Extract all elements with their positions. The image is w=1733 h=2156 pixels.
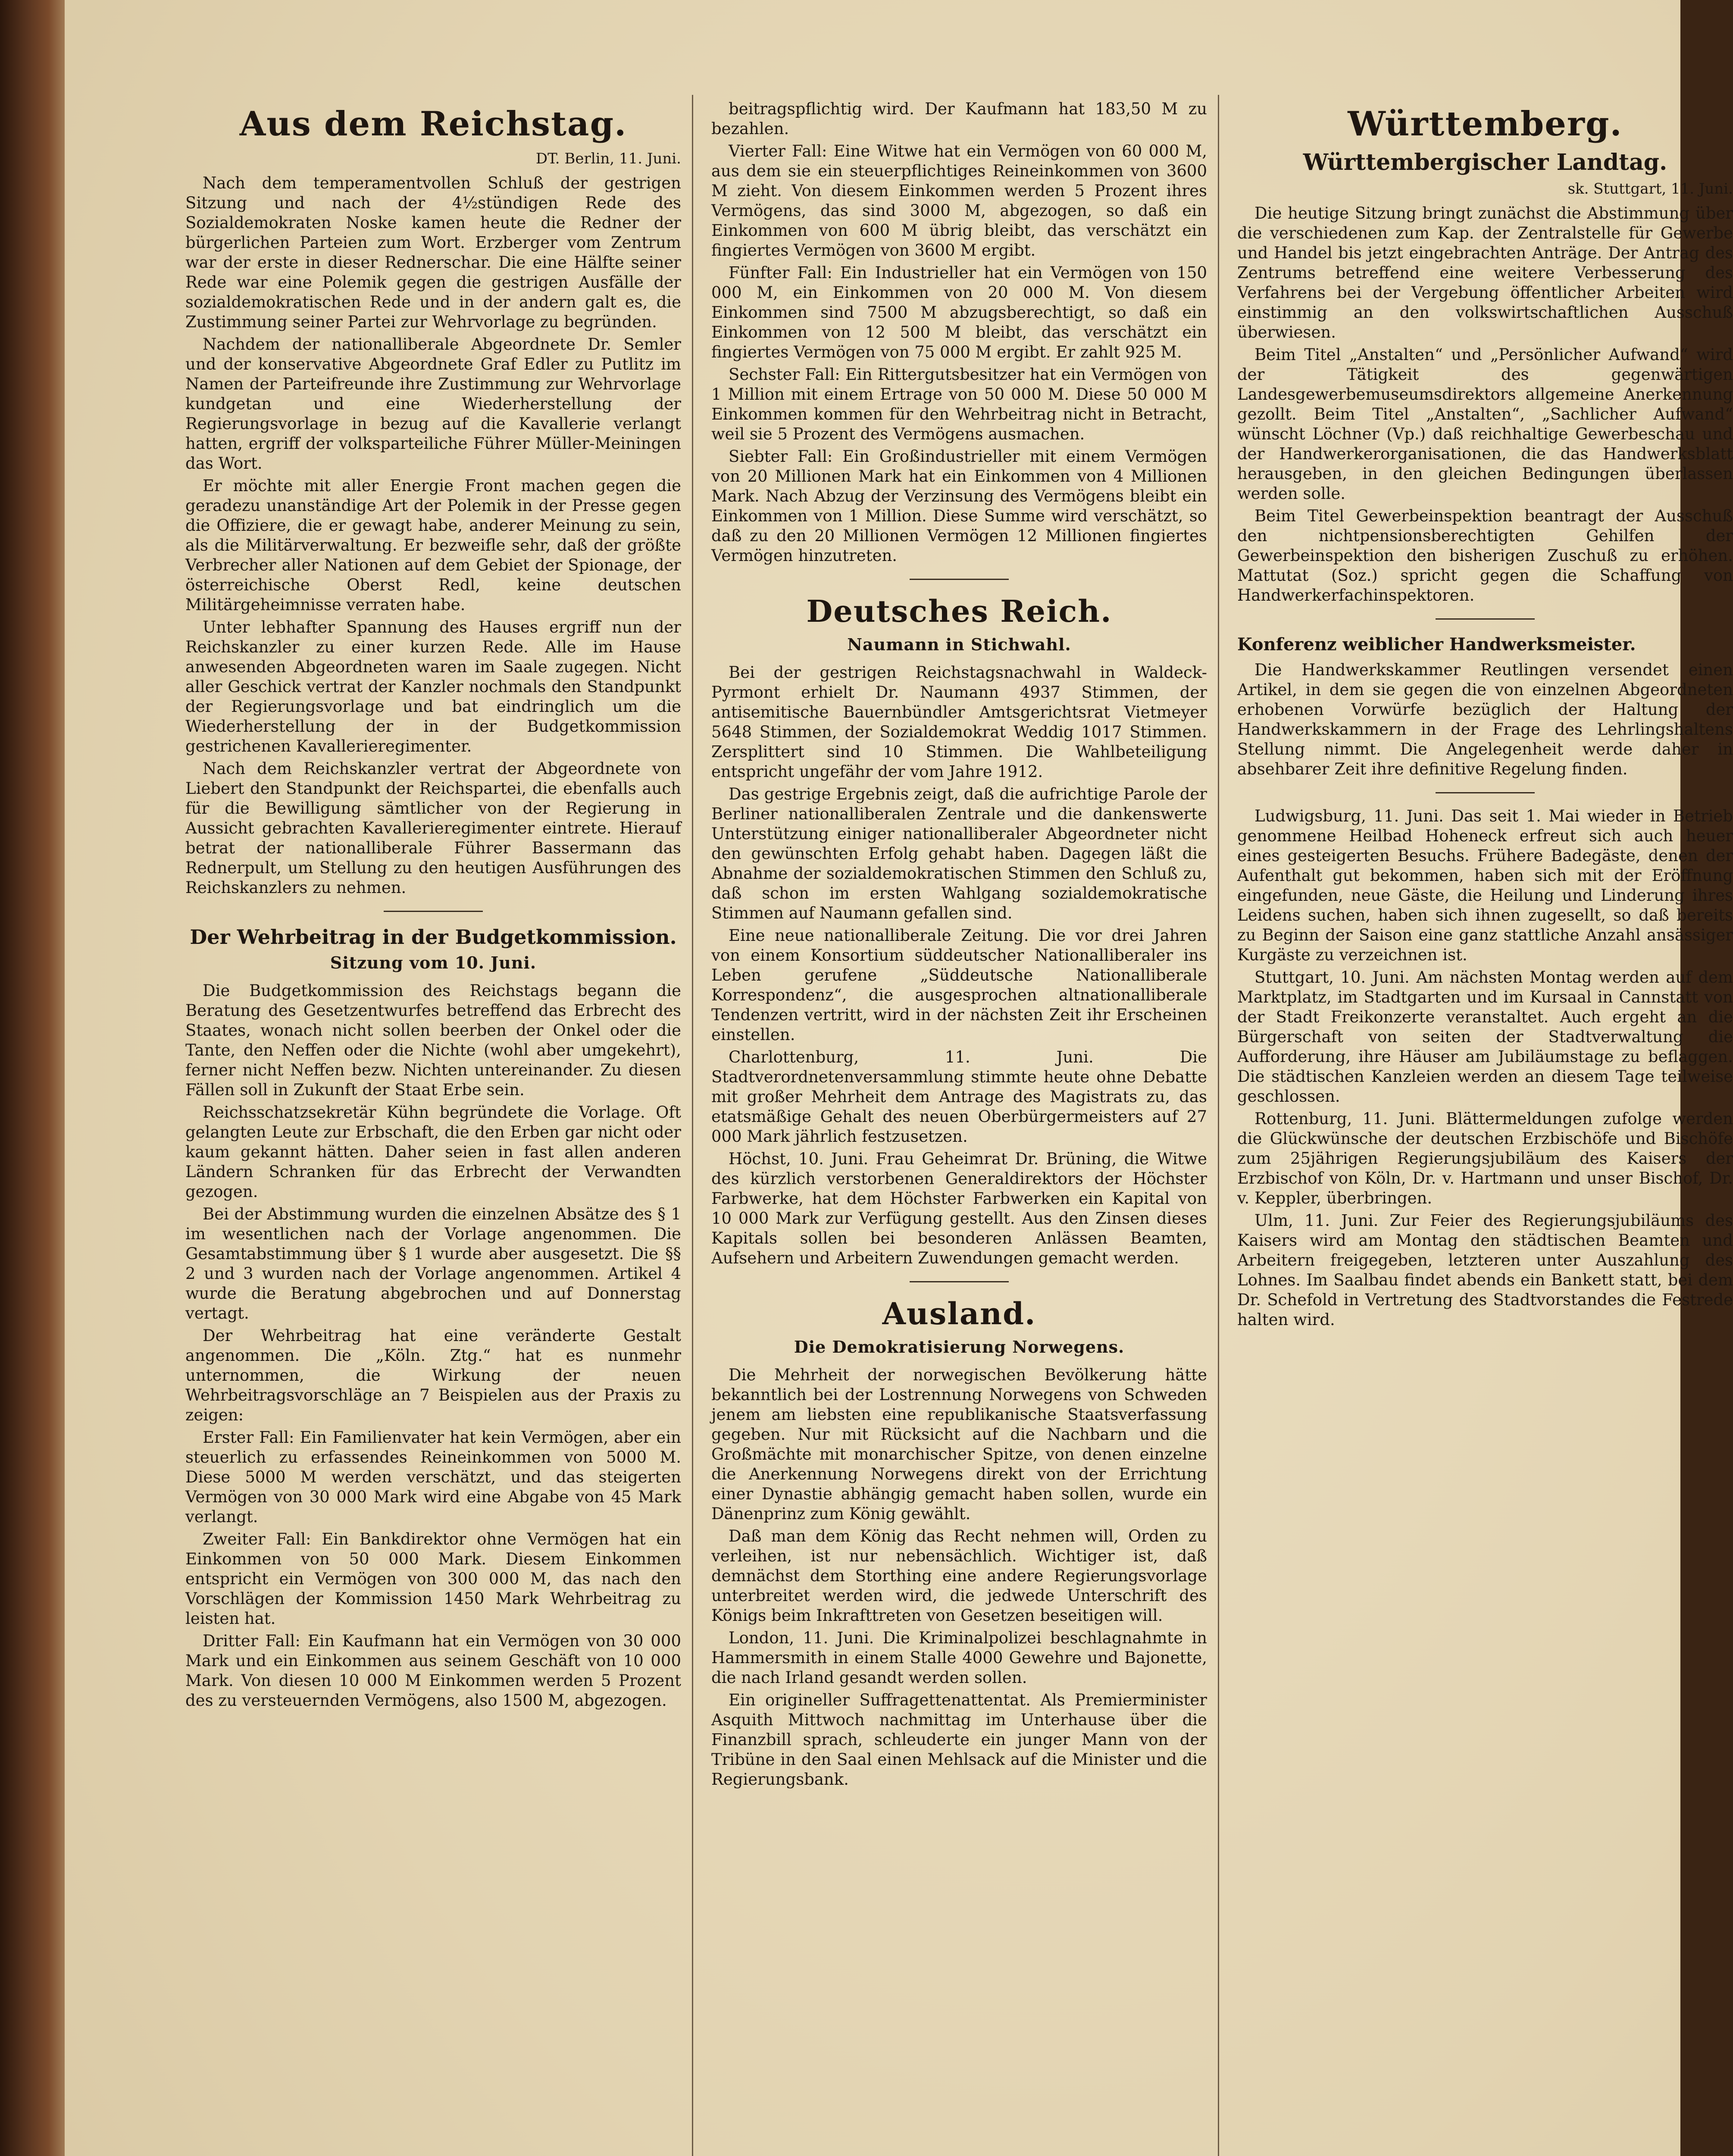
article-paragraph: Beim Titel Gewerbeinspektion beantragt der Ausschuß den nichtpensionsberechtigten Gehilfen der Gewerbeinspektion den bisherigen Zuschuß zu erhöhen. Mattutat (Soz.) spricht gegen die Schaffung von Handwerkerfachinspektoren. <box>1237 507 1733 605</box>
article-paragraph: Bei der Abstimmung wurden die einzelnen Absätze des § 1 im wesentlichen nach der Vorlage angenommen. Die Gesamtabstimmung über § 1 wurde aber ausgesetzt. Die §§ 2 und 3 wurden nach der Vorlage angenommen. Artikel 4 wurde die Beratung abgebrochen und auf Donnerstag vertagt. <box>185 1205 681 1322</box>
article-paragraph: beitragspflichtig wird. Der Kaufmann hat 183,50 M zu bezahlen. <box>711 100 1207 138</box>
subheadline-sitzung: Sitzung vom 10. Juni. <box>330 953 537 972</box>
section-divider <box>1436 792 1535 793</box>
article-paragraph: Bei der gestrigen Reichstagsnachwahl in Waldeck-Pyrmont erhielt Dr. Naumann 4937 Stimmen, der antisemitische Bauernbündler Amtsgerichtsrat Vietmeyer 5648 Stimmen, der Sozialdemokrat Weddig 1017 Stimmen. Zersplittert sind 10 Stimmen. Die Wahlbeteiligung entspricht ungefähr der vom Jahre 1912. <box>711 663 1207 781</box>
newspaper-page <box>65 0 1733 2156</box>
article-paragraph: Vierter Fall: Eine Witwe hat ein Vermögen von 60 000 M, aus dem sie ein steuerpflichtiges Reineinkommen von 3600 M zieht. Von diesem Einkommen werden 5 Prozent ihres Vermögens, das sind 3000 M, abgezogen, so daß ein Einkommen von 600 M übrig bleibt, das verschätzt ein fingiertes Vermögen von 3600 M ergibt. <box>711 142 1207 260</box>
article-paragraph: Das gestrige Ergebnis zeigt, daß die aufrichtige Parole der Berliner nationalliberalen Zentrale und die dankenswerte Unterstützung einiger nationalliberaler Abgeordneter nicht den gewünschten Erfolg gehabt haben. Dagegen läßt die Abnahme der sozialdemokratischen Stimmen den Schluß zu, daß schon im ersten Wahlgang sozialdemokratische Stimmen auf Naumann gefallen sind. <box>711 785 1207 922</box>
article-paragraph: Siebter Fall: Ein Großindustrieller mit einem Vermögen von 20 Millionen Mark hat ein Einkommen von 4 Millionen Mark. Nach Abzug der Verzinsung des Vermögens bleibt ein Einkommen von 1 Million. Diese Summe wird verschätzt, so daß zu den 20 Millionen Vermögen 12 Millionen fingiertes Vermögen hinzutreten. <box>711 447 1207 565</box>
article-paragraph: Sechster Fall: Ein Rittergutsbesitzer hat ein Vermögen von 1 Million mit einem Ertrage von 50 000 M. Diese 50 000 M Einkommen kommen für den Wehrbeitrag nicht in Betracht, weil sie 5 Prozent des Vermögens ausmachen. <box>711 365 1207 443</box>
book-binding <box>0 0 65 2156</box>
article-paragraph: Die heutige Sitzung bringt zunächst die Abstimmung über die verschiedenen zum Kap. der Zentralstelle für Gewerbe und Handel bis jetzt eingebrachten Anträge. Der Antrag des Zentrums betreffend eine weitere Verbesserung des Verfahrens bei der Vergebung öffentlicher Arbeiten wird einstimmig an den volkswirtschaftlichen Ausschuß überwiesen. <box>1237 204 1733 342</box>
column-1 <box>185 99 681 2156</box>
article-paragraph: Fünfter Fall: Ein Industrieller hat ein Vermögen von 150 000 M, ein Einkommen von 20 000 M. Von diesem Einkommen sind 7500 M abzugsberechtigt, so daß ein Einkommen von 12 500 M bleibt, das verschätzt ein fingiertes Vermögen von 75 000 M ergibt. Er zahlt 925 M. <box>711 263 1207 361</box>
headline-wuerttemberg: Württemberg. <box>1348 104 1623 144</box>
article-paragraph: Erster Fall: Ein Familienvater hat kein Vermögen, aber ein steuerlich zu erfassendes Reineinkommen von 5000 M. Diese 5000 M werden verschätzt, und das steigerten Vermögen von 30 000 Mark wird eine Abgabe von 45 Mark verlangt. <box>185 1428 681 1526</box>
article-paragraph: Er möchte mit aller Energie Front machen gegen die geradezu unanständige Art der Polemik in der Presse gegen die Offiziere, die er gewagt habe, anderer Meinung zu sein, als die Militärverwaltung. Er bezweifle sehr, daß der größte Verbrecher aller Nationen auf dem Gebiet der Spionage, der österreichische Oberst Redl, keine deutschen Militärgeheimnisse verraten habe. <box>185 476 681 614</box>
section-divider <box>384 911 483 912</box>
article-paragraph: Ein origineller Suffragettenattentat. Als Premierminister Asquith Mittwoch nachmittag im Unterhause über die Finanzbill sprach, schleuderte ein junger Mann von der Tribüne in den Saal einen Mehlsack auf die Minister und die Regierungsbank. <box>711 1691 1207 1789</box>
column-3 <box>1237 99 1733 2156</box>
article-paragraph: Beim Titel „Anstalten“ und „Persönlicher Aufwand“ wird der Tätigkeit des gegenwärtigen Landesgewerbemuseumsdirektors allgemeine Anerkennung gezollt. Beim Titel „Anstalten“, „Sachlicher Aufwand“ wünscht Löchner (Vp.) daß reichhaltige Gewerbeschau und der Handwerkerorganisationen, die das Handwerksblatt herausgeben, in den gleichen Bedingungen überlassen werden solle. <box>1237 345 1733 503</box>
article-paragraph: Stuttgart, 10. Juni. Am nächsten Montag werden auf dem Marktplatz, im Stadtgarten und im Kursaal in Cannstatt von der Stadt Freikonzerte veranstaltet. Auch ergeht an die Bürgerschaft von seiten der Stadtverwaltung die Aufforderung, ihre Häuser am Jubiläumstage zu beflaggen. Die städtischen Kanzleien werden an diesem Tage teilweise geschlossen. <box>1237 968 1733 1106</box>
dateline-stuttgart: sk. Stuttgart, 11. Juni. <box>1567 180 1733 197</box>
article-paragraph: Die Handwerkskammer Reutlingen versendet einen Artikel, in dem sie gegen die von einzelnen Abgeordneten erhobenen Vorwürfe bezüglich der Haltung der Handwerkskammern in der Frage des Lehrlingshaltens Stellung nimmt. Die Angelegenheit werde daher in absehbarer Zeit ihre definitive Regelung finden. <box>1237 661 1733 778</box>
section-divider <box>910 1281 1009 1282</box>
headline-konferenz: Konferenz weiblicher Handwerksmeister. <box>1237 634 1636 655</box>
column-divider-1 <box>692 95 693 2156</box>
article-paragraph: Nach dem temperamentvollen Schluß der gestrigen Sitzung und nach der 4½stündigen Rede des Sozialdemokraten Noske kamen heute die Redner der bürgerlichen Parteien zum Wort. Erzberger vom Zentrum war der erste in dieser Rednerschar. Die eine Hälfte seiner Rede war eine Polemik gegen die gestrigen Ausfälle der sozialdemokratischen Rede und in der andern galt es, die Zustimmung seiner Partei zur Wehrvorlage zu begründen. <box>185 174 681 331</box>
headline-deutsches-reich: Deutsches Reich. <box>806 593 1112 629</box>
headline-landtag: Württembergischer Landtag. <box>1303 149 1667 175</box>
section-divider <box>910 579 1009 580</box>
article-paragraph: Unter lebhafter Spannung des Hauses ergriff nun der Reichskanzler zu einer kurzen Rede. Alle im Hause anwesenden Abgeordneten waren im Saale zugegen. Nicht aller Geschick vertrat der Kanzler nochmals den Standpunkt der Regierungsvorlage und bat eindringlich um die Wiederherstellung der in der Budgetkommission gestrichenen Kavallerieregimenter. <box>185 618 681 755</box>
article-paragraph: Rottenburg, 11. Juni. Blättermeldungen zufolge werden die Glückwünsche der deutschen Erzbischöfe und Bischöfe zum 25jährigen Regierungsjubiläum des Kaisers der Erzbischof von Köln, Dr. v. Hartmann und unser Bischof, Dr. v. Keppler, überbringen. <box>1237 1109 1733 1207</box>
section-divider <box>1436 618 1535 620</box>
dateline-berlin: DT. Berlin, 11. Juni. <box>535 150 681 167</box>
article-paragraph: Nach dem Reichskanzler vertrat der Abgeordnete von Liebert den Standpunkt der Reichspartei, die ebenfalls auch für die Bewilligung sämtlicher von der Regierung in Aussicht gebrachten Kavallerieregimenter eintrete. Hierauf betrat der nationalliberale Führer Bassermann das Rednerpult, um Stellung zu den heutigen Ausführungen des Reichskanzlers zu nehmen. <box>185 759 681 897</box>
article-paragraph: Die Budgetkommission des Reichstags begann die Beratung des Gesetzentwurfes betreffend das Erbrecht des Staates, wonach nicht sollen beerben der Onkel oder die Tante, den Neffen oder die Nichte (wohl aber umgekehrt), ferner nicht Neffen bezw. Nichten untereinander. Zu diesen Fällen soll in Zukunft der Staat Erbe sein. <box>185 981 681 1099</box>
article-paragraph: Eine neue nationalliberale Zeitung. Die vor drei Jahren von einem Konsortium süddeutscher Nationalliberaler ins Leben gerufene „Süddeutsche Nationalliberale Korrespondenz“, die ausgesprochen altnationalliberale Tendenzen vertritt, wird in der nächsten Zeit ihr Erscheinen einstellen. <box>711 926 1207 1044</box>
article-paragraph: Reichsschatzsekretär Kühn begründete die Vorlage. Oft gelangten Leute zur Erbschaft, die den Erben gar nicht oder kaum gekannt hätten. Daher seien in fast allen anderen Ländern Schranken für das Erbrecht der Verwandten gezogen. <box>185 1103 681 1201</box>
article-paragraph: Charlottenburg, 11. Juni. Die Stadtverordnetenversammlung stimmte heute ohne Debatte mit großer Mehrheit dem Antrage des Magistrats zu, das etatsmäßige Gehalt des neuen Oberbürgermeisters auf 27 000 Mark jährlich festzusetzen. <box>711 1048 1207 1146</box>
article-paragraph: Dritter Fall: Ein Kaufmann hat ein Vermögen von 30 000 Mark und ein Einkommen aus seinem Geschäft von 10 000 Mark. Von diesen 10 000 M Einkommen werden 5 Prozent des zu versteuernden Vermögens, also 1500 M, abgezogen. <box>185 1632 681 1710</box>
headline-wehrbeitrag: Der Wehrbeitrag in der Budgetkommission. <box>190 925 677 949</box>
article-paragraph: Zweiter Fall: Ein Bankdirektor ohne Vermögen hat ein Einkommen von 50 000 Mark. Diesem Einkommen entspricht ein Vermögen von 300 000 M, das nach den Vorschlägen der Kommission 1450 Mark Wehrbeitrag zu leisten hat. <box>185 1530 681 1628</box>
headline-ausland: Ausland. <box>882 1296 1036 1332</box>
column-2 <box>711 99 1207 2156</box>
article-paragraph: Daß man dem König das Recht nehmen will, Orden zu verleihen, ist nur nebensächlich. Wichtiger ist, daß demnächst dem Storthing eine andere Regierungsvorlage unterbreitet werden wird, die jedwede Unterschrift des Königs beim Inkrafttreten von Gesetzen beseitigen will. <box>711 1527 1207 1625</box>
column-divider-2 <box>1218 95 1219 2156</box>
headline-reichstag: Aus dem Reichstag. <box>239 104 627 144</box>
article-paragraph: Die Mehrheit der norwegischen Bevölkerung hätte bekanntlich bei der Lostrennung Norwegens von Schweden jenem am liebsten eine republikanische Staatsverfassung gegeben. Nur mit Rücksicht auf die Nachbarn und die Großmächte mit monarchischer Spitze, von denen einzelne die Anerkennung Norwegens direkt von der Errichtung einer Dynastie abhängig gemacht haben sollen, wurde ein Dänenprinz zum König gewählt. <box>711 1366 1207 1523</box>
article-paragraph: Der Wehrbeitrag hat eine veränderte Gestalt angenommen. Die „Köln. Ztg.“ hat es nunmehr unternommen, die Wirkung der neuen Wehrbeitragsvorschläge an 7 Beispielen aus der Praxis zu zeigen: <box>185 1326 681 1424</box>
article-paragraph: Höchst, 10. Juni. Frau Geheimrat Dr. Brüning, die Witwe des kürzlich verstorbenen Generaldirektors der Höchster Farbwerke, hat dem Höchster Farbwerken ein Kapital von 10 000 Mark zur Verfügung gestellt. Aus den Zinsen dieses Kapitals sollen bei besonderen Anlässen Beamten, Aufsehern und Arbeitern Zuwendungen gemacht werden. <box>711 1150 1207 1267</box>
article-paragraph: Ludwigsburg, 11. Juni. Das seit 1. Mai wieder in Betrieb genommene Heilbad Hoheneck erfreut sich auch heuer eines gesteigerten Besuchs. Frühere Badegäste, denen der Aufenthalt gut bekommen, haben sich mit der Eröffnung eingefunden, neue Gäste, die Heilung und Linderung ihres Leidens suchen, haben sich ihnen zugesellt, so daß bereits zu Beginn der Saison eine ganz stattliche Anzahl ansässiger Kurgäste zu verzeichnen ist. <box>1237 807 1733 964</box>
subheadline-naumann: Naumann in Stichwahl. <box>847 635 1071 654</box>
subheadline-norwegen: Die Demokratisierung Norwegens. <box>794 1337 1125 1357</box>
article-paragraph: Ulm, 11. Juni. Zur Feier des Regierungsjubiläums des Kaisers wird am Montag den städtischen Beamten und Arbeitern freigegeben, letzteren unter Auszahlung des Lohnes. Im Saalbau findet abends ein Bankett statt, bei dem Dr. Schefold in Vertretung des Stadtvorstandes die Festrede halten wird. <box>1237 1211 1733 1329</box>
article-paragraph: London, 11. Juni. Die Kriminalpolizei beschlagnahmte in Hammersmith in einem Stalle 4000 Gewehre und Bajonette, die nach Irland gesandt werden sollen. <box>711 1629 1207 1687</box>
article-paragraph: Nachdem der nationalliberale Abgeordnete Dr. Semler und der konservative Abgeordnete Graf Edler zu Putlitz im Namen der Parteifreunde ihre Zustimmung zur Wehrvorlage kundgetan und eine Wiederherstellung der Regierungsvorlage in bezug auf die Kavallerie verlangt hatten, ergriff der volksparteiliche Führer Müller-Meiningen das Wort. <box>185 335 681 473</box>
